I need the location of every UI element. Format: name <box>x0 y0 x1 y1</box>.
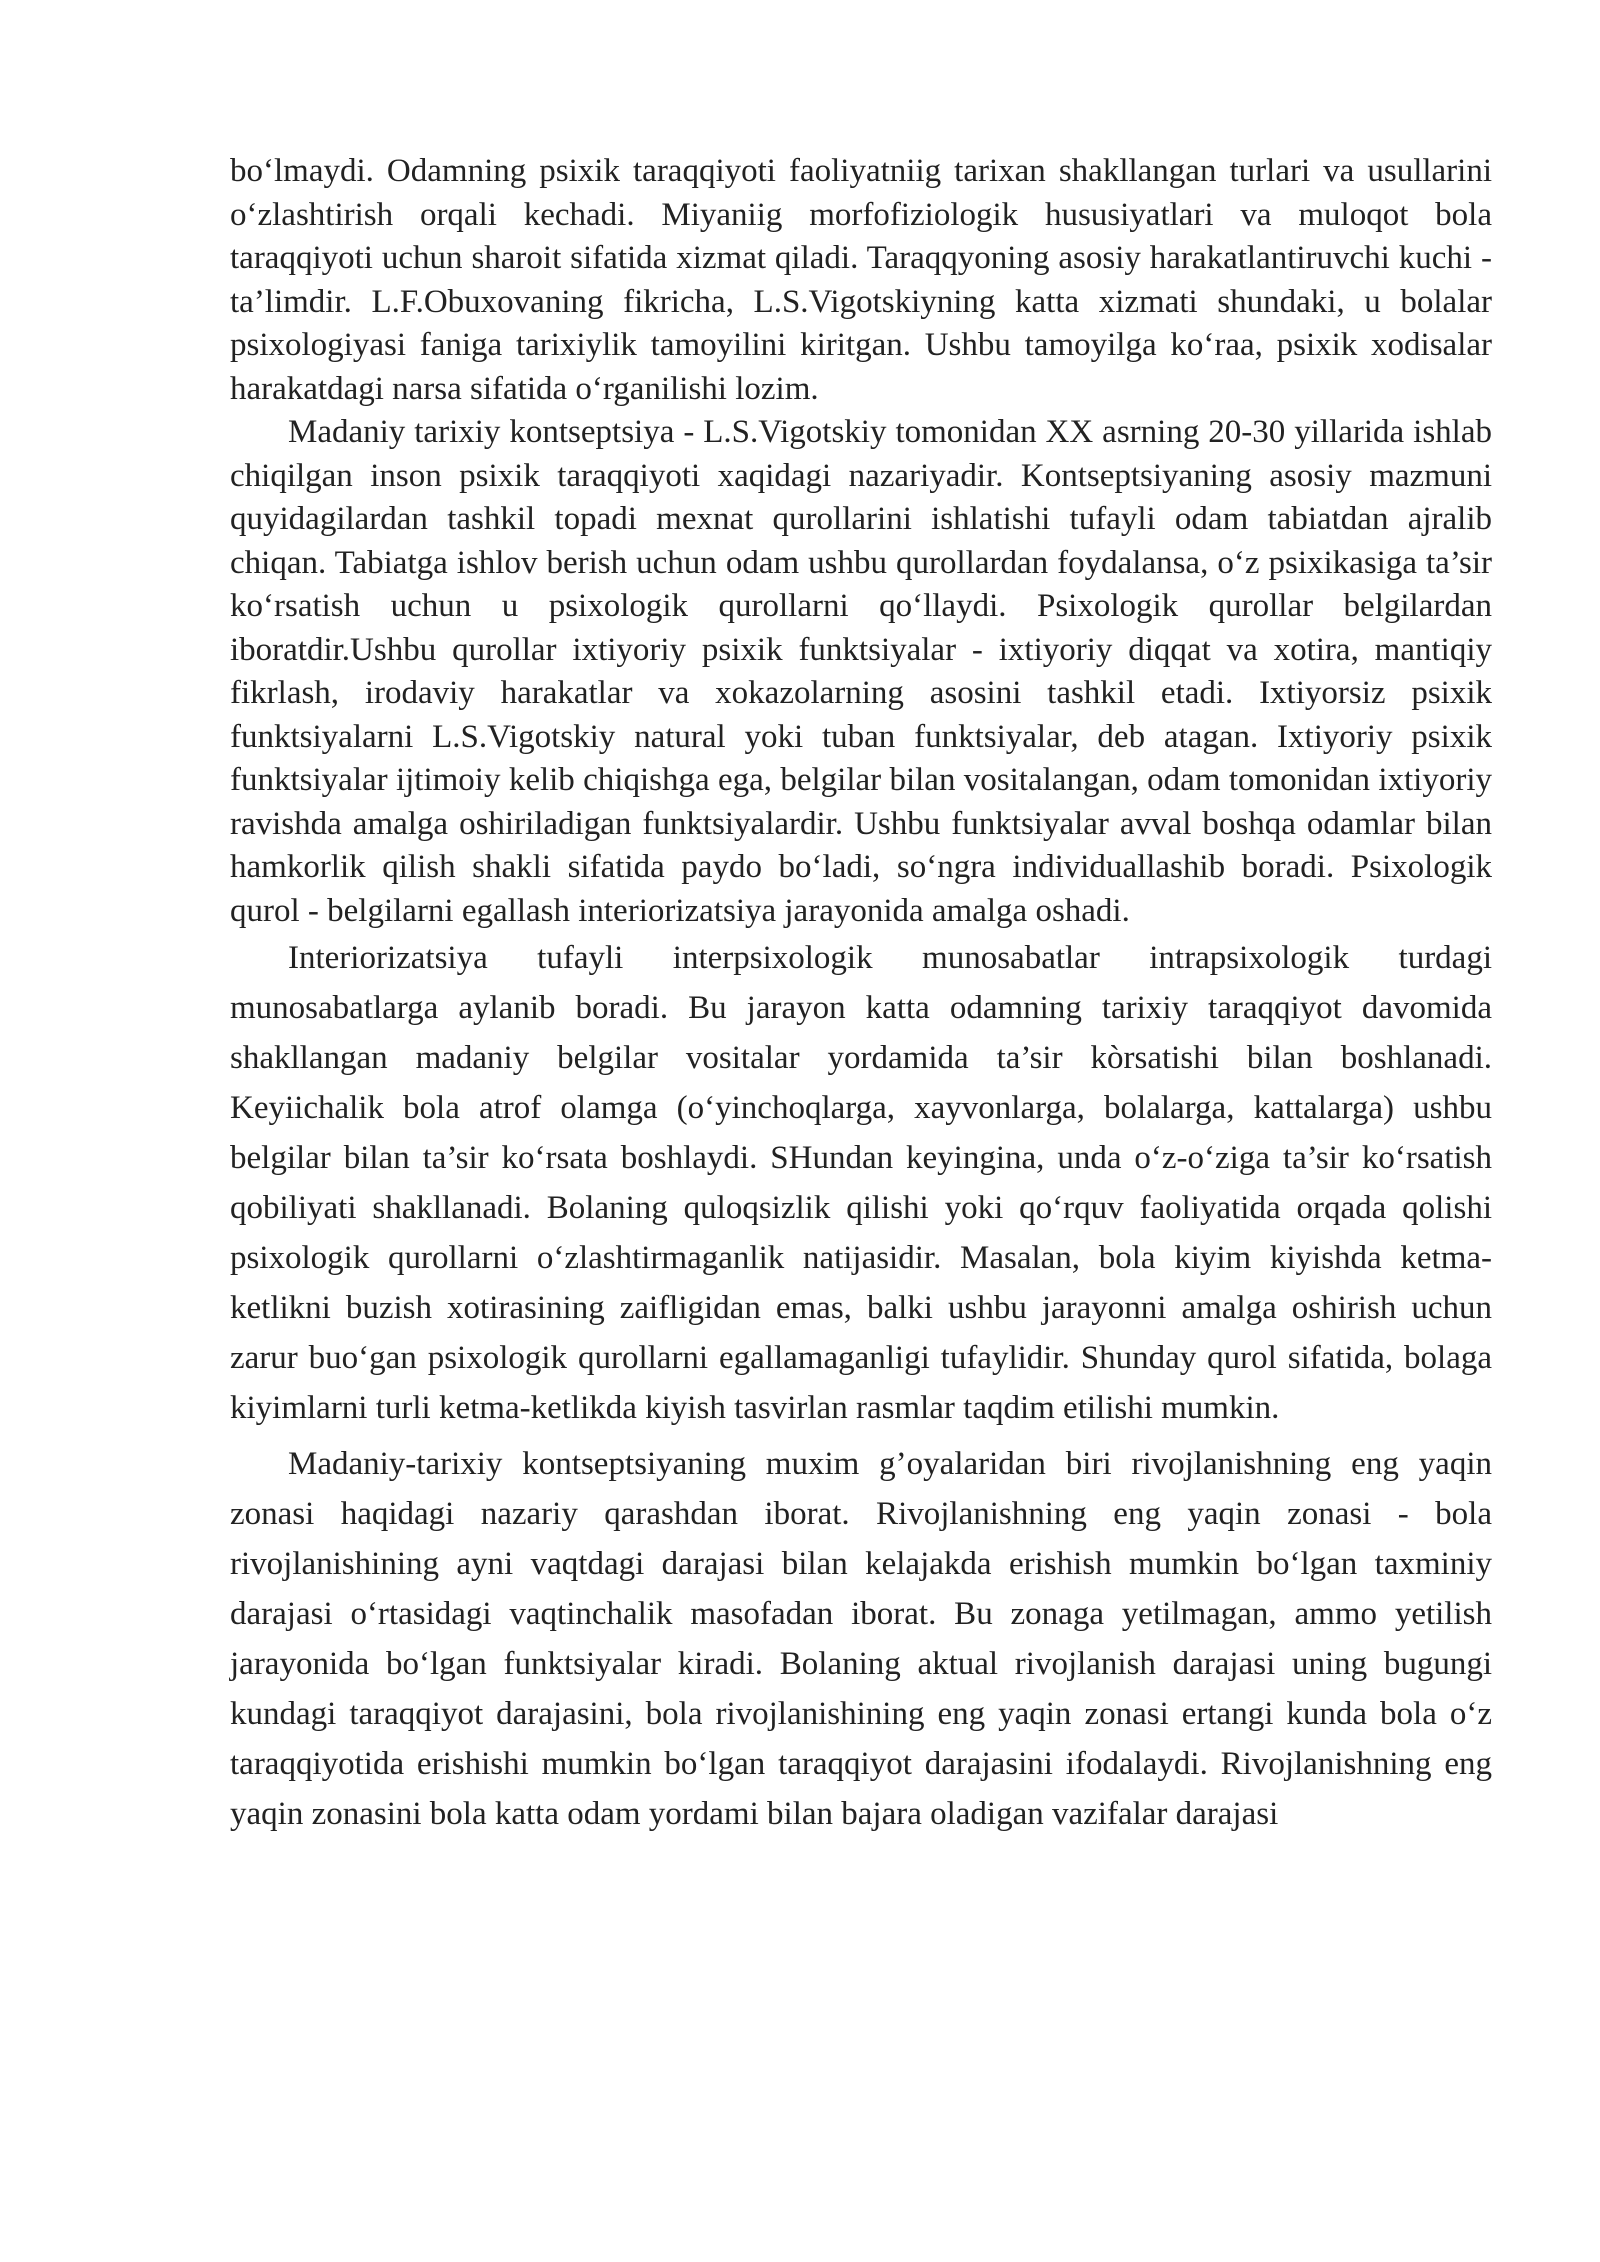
paragraph-1: bo‘lmaydi. Odamning psixik taraqqiyoti faoliyatniig tarixan shakllangan turlari va usullarini o‘zlashtirish orqali kechadi. Miyaniig morfofiziologik hususiyatlari va muloqot bola taraqqiyoti uchun sharoit sifatida xizmat qiladi. Taraqqyoning asosiy harakatlantiruvchi kuchi - ta’limdir. L.F.Obuxovaning fikricha, L.S.Vigotskiyning katta xizmati shundaki, u bolalar psixologiyasi faniga tarixiylik tamoyilini kiritgan. Ushbu tamoyilga ko‘raa, psixik xodisalar harakatdagi narsa sifatida o‘rganilishi lozim. <box>230 153 1492 407</box>
document-page <box>230 150 1492 1839</box>
paragraph-2: Madaniy tarixiy kontseptsiya - L.S.Vigotskiy tomonidan XX asrning 20-30 yillarida ishlab chiqilgan inson psixik taraqqiyoti xaqidagi nazariyadir. Kontseptsiyaning asosiy mazmuni quyidagilardan tashkil topadi mexnat qurollarini ishlatishi tufayli odam tabiatdan ajralib chiqan. Tabiatga ishlov berish uchun odam ushbu qurollardan foydalansa, o‘z psixikasiga ta’sir ko‘rsatish uchun u psixologik qurollarni qo‘llaydi. Psixologik qurollar belgilardan iboratdir.Ushbu qurollar ixtiyoriy psixik funktsiyalar - ixtiyoriy diqqat va xotira, mantiqiy fikrlash, irodaviy harakatlar va xokazolarning asosini tashkil etadi. Ixtiyorsiz psixik funktsiyalarni L.S.Vigotskiy natural yoki tuban funktsiyalar, deb atagan. Ixtiyoriy psixik funktsiyalar ijtimoiy kelib chiqishga ega, belgilar bilan vositalangan, odam tomonidan ixtiyoriy ravishda amalga oshiriladigan funktsiyalardir. Ushbu funktsiyalar avval boshqa odamlar bilan hamkorlik qilish shakli sifatida paydo bo‘ladi, so‘ngra individuallashib boradi. Psixologik qurol - belgilarni egallash interiorizatsiya jarayonida amalga oshadi. <box>230 414 1492 929</box>
paragraph-3: Interiorizatsiya tufayli interpsixologik munosabatlar intrapsixologik turdagi munosabatlarga aylanib boradi. Bu jarayon katta odamning tarixiy taraqqiyot davomida shakllangan madaniy belgilar vositalar yordamida ta’sir kòrsatishi bilan boshlanadi. Keyiichalik bola atrof olamga (o‘yinchoqlarga, xayvonlarga, bolalarga, kattalarga) ushbu belgilar bilan ta’sir ko‘rsata boshlaydi. SHundan keyingina, unda o‘z-o‘ziga ta’sir ko‘rsatish qobiliyati shakllanadi. Bolaning quloqsizlik qilishi yoki qo‘rquv faoliyatida orqada qolishi psixologik qurollarni o‘zlashtirmaganlik natijasidir. Masalan, bola kiyim kiyishda ketma-ketlikni buzish xotirasining zaifligidan emas, balki ushbu jarayonni amalga oshirish uchun zarur buo‘gan psixologik qurollarni egallamaganligi tufaylidir. Shunday qurol sifatida, bolaga kiyimlarni turli ketma-ketlikda kiyish tasvirlan rasmlar taqdim etilishi mumkin. <box>230 940 1492 1426</box>
paragraph-4: Madaniy-tarixiy kontseptsiyaning muxim g’oyalaridan biri rivojlanishning eng yaqin zonasi haqidagi nazariy qarashdan iborat. Rivojlanishning eng yaqin zonasi - bola rivojlanishining ayni vaqtdagi darajasi bilan kelajakda erishish mumkin bo‘lgan taxminiy darajasi o‘rtasidagi vaqtinchalik masofadan iborat. Bu zonaga yetilmagan, ammo yetilish jarayonida bo‘lgan funktsiyalar kiradi. Bolaning aktual rivojlanish darajasi uning bugungi kundagi taraqqiyot darajasini, bola rivojlanishining eng yaqin zonasi ertangi kunda bola o‘z taraqqiyotida erishishi mumkin bo‘lgan taraqqiyot darajasini ifodalaydi. Rivojlanishning eng yaqin zonasini bola katta odam yordami bilan bajara oladigan vazifalar darajasi <box>230 1446 1492 1832</box>
